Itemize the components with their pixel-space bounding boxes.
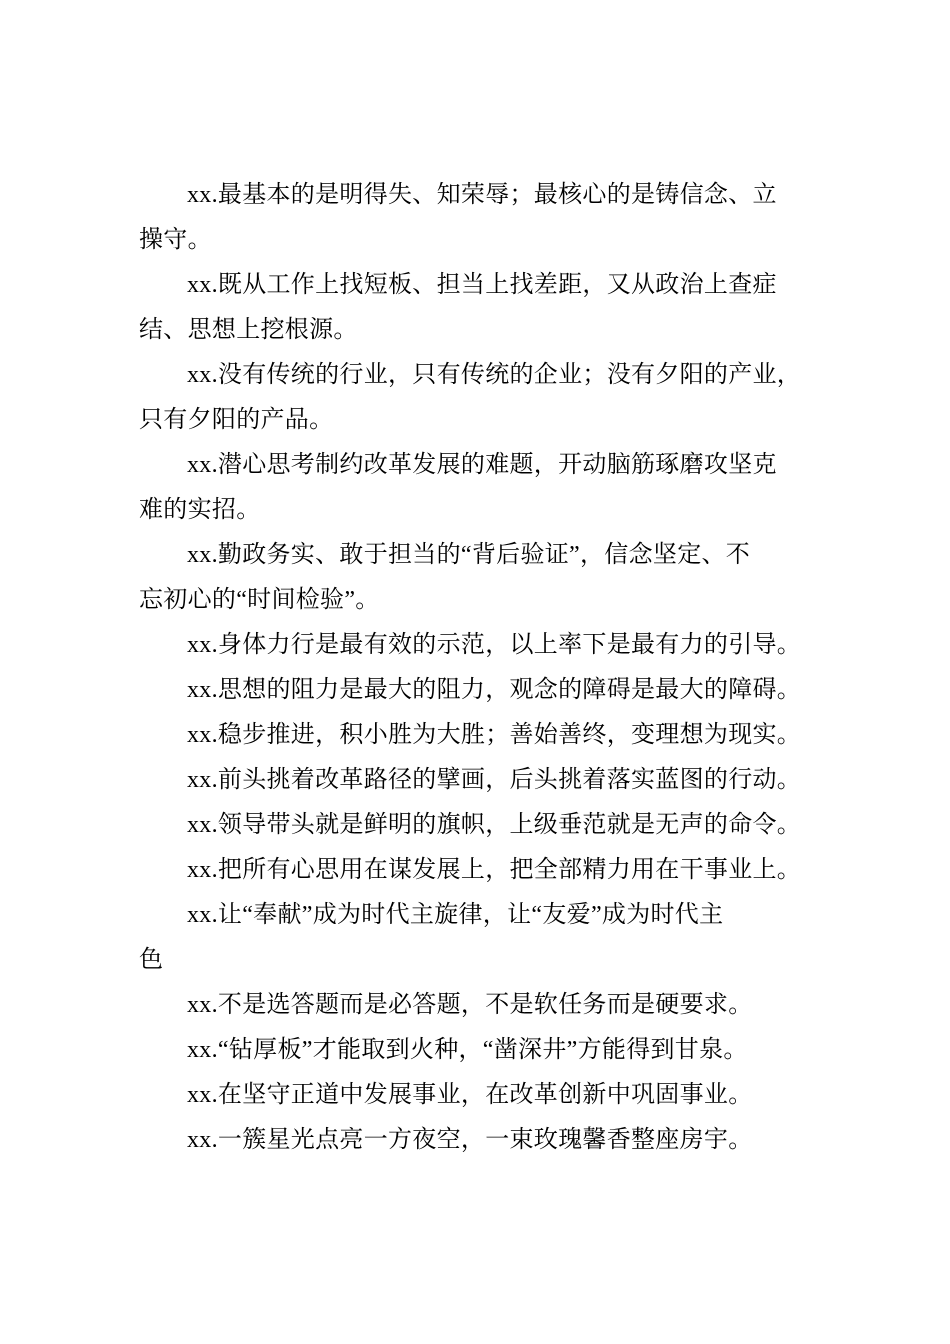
paragraph-line: xx.潜心思考制约改革发展的难题，开动脑筋琢磨攻坚克 [187,452,777,478]
paragraph-line: xx.“钻厚板”才能取到火种，“凿深井”方能得到甘泉。 [187,1037,748,1063]
paragraph-line: 结、思想上挖根源。 [139,317,358,343]
paragraph-line: xx.身体力行是最有效的示范，以上率下是最有力的引导。 [187,632,802,658]
paragraph-line: xx.前头挑着改革路径的擘画，后头挑着落实蓝图的行动。 [187,767,802,793]
paragraph-line: xx.领导带头就是鲜明的旗帜，上级垂范就是无声的命令。 [187,812,802,838]
paragraph-line: xx.稳步推进，积小胜为大胜；善始善终，变理想为现实。 [187,722,802,748]
paragraph [139,353,829,443]
paragraph-line: 忘初心的“时间检验”。 [139,587,380,613]
paragraph [139,668,829,713]
document-body [139,173,829,1163]
paragraph-line: xx.没有传统的行业，只有传统的企业；没有夕阳的产业， [187,362,802,388]
paragraph-line: xx.在坚守正道中发展事业，在改革创新中巩固事业。 [187,1082,753,1108]
paragraph [139,1073,829,1118]
paragraph-line: xx.最基本的是明得失、知荣辱；最核心的是铸信念、立 [187,182,777,208]
paragraph [139,848,829,893]
paragraph [139,1118,829,1163]
paragraph [139,533,829,623]
paragraph-line: xx.让“奉献”成为时代主旋律，让“友爱”成为时代主 [187,902,724,928]
paragraph-line: xx.既从工作上找短板、担当上找差距，又从政治上查症 [187,272,777,298]
paragraph [139,173,829,263]
paragraph-line: xx.一簇星光点亮一方夜空，一束玫瑰馨香整座房宇。 [187,1127,753,1153]
paragraph-line: 难的实招。 [139,497,261,523]
paragraph [139,1028,829,1073]
paragraph-line: 操守。 [139,227,212,253]
paragraph [139,893,829,983]
paragraph [139,443,829,533]
paragraph [139,758,829,803]
paragraph-line: xx.不是选答题而是必答题，不是软任务而是硬要求。 [187,992,753,1018]
paragraph-line: xx.把所有心思用在谋发展上，把全部精力用在干事业上。 [187,857,802,883]
paragraph [139,713,829,758]
paragraph [139,623,829,668]
paragraph-line: 色 [139,947,164,973]
paragraph-line: xx.勤政务实、敢于担当的“背后验证”，信念坚定、不 [187,542,751,568]
paragraph-line: 只有夕阳的产品。 [139,407,334,433]
paragraph [139,263,829,353]
paragraph [139,803,829,848]
paragraph-line: xx.思想的阻力是最大的阻力，观念的障碍是最大的障碍。 [187,677,802,703]
paragraph [139,983,829,1028]
